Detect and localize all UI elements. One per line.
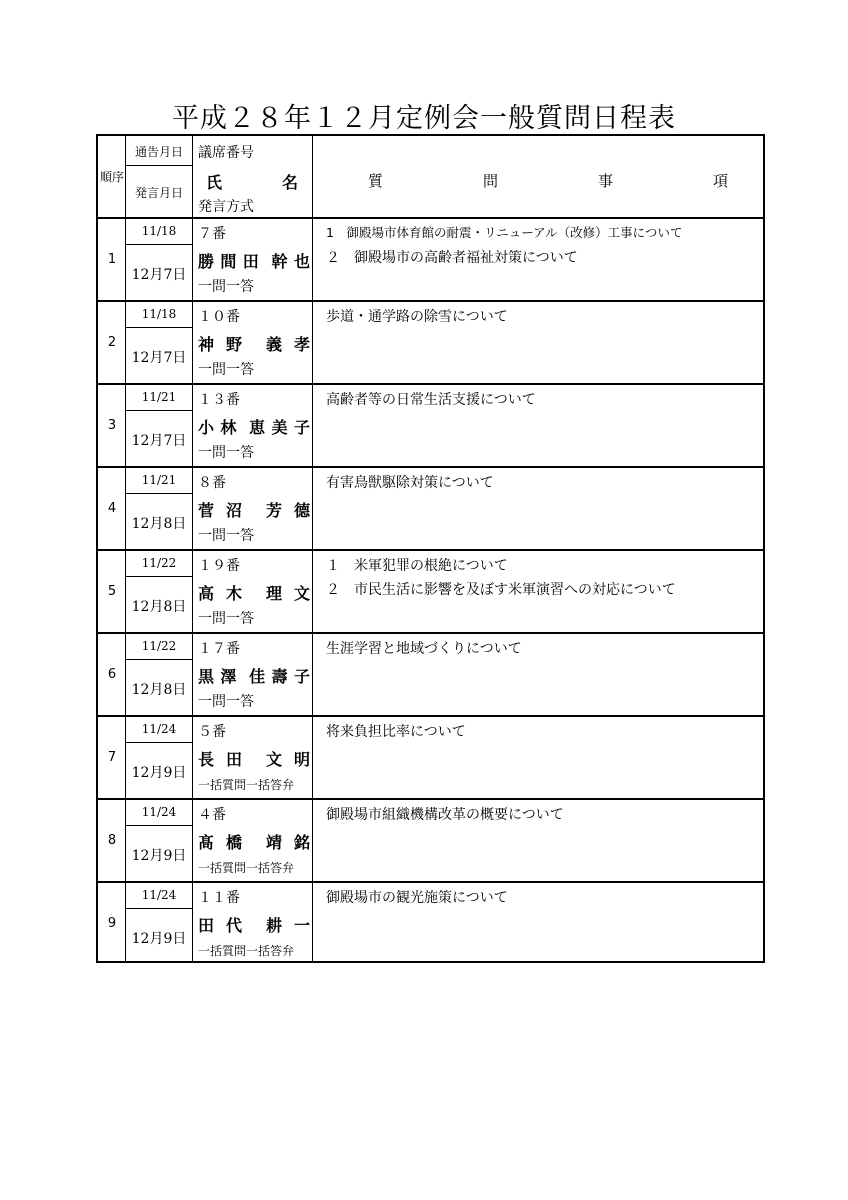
notice-date: 11/18	[141, 307, 177, 321]
row-number: 9	[107, 916, 117, 931]
header-notice-date: 通告月日	[134, 145, 183, 159]
seat-number: １０番	[198, 309, 240, 325]
member-name-char: 田	[226, 750, 243, 769]
row-number: 3	[107, 418, 117, 433]
notice-date: 11/24	[141, 888, 177, 902]
speech-date: 12月7日	[131, 433, 187, 449]
table-row	[98, 634, 763, 717]
row-number: 2	[107, 335, 117, 350]
member-name-char: 義	[265, 335, 282, 354]
seat-number: ７番	[198, 226, 226, 242]
member-name	[198, 332, 310, 355]
table-row	[98, 883, 763, 963]
question-item: ２ 御殿場市の高齢者福祉対策について	[326, 250, 578, 266]
notice-date: 11/22	[141, 639, 177, 653]
speech-date: 12月8日	[131, 682, 187, 698]
header-question	[368, 170, 728, 191]
seat-number: ５番	[198, 724, 226, 740]
member-name-char: 一	[293, 916, 310, 935]
header-name	[206, 170, 298, 193]
member-name-char: 間	[220, 252, 237, 271]
speech-method: 一括質問一括答弁	[198, 944, 295, 958]
member-name-char: 田	[242, 252, 259, 271]
member-name-char: 高	[198, 584, 215, 603]
member-name-char: 野	[226, 335, 243, 354]
notice-date: 11/21	[141, 473, 177, 487]
row-number: 5	[107, 584, 117, 599]
speech-method: 一問一答	[198, 528, 254, 544]
speech-date: 12月9日	[131, 931, 187, 947]
member-name-char: 耕	[265, 916, 282, 935]
member-name-char: 田	[198, 916, 215, 935]
member-name-char: 文	[293, 584, 310, 603]
member-name-char: 黒	[198, 667, 215, 686]
seat-number: ８番	[198, 475, 226, 491]
member-name-char: 也	[293, 252, 310, 271]
speech-method: 一問一答	[198, 611, 254, 627]
question-item: 高齢者等の日常生活支援について	[326, 392, 536, 408]
member-name-char: 幹	[271, 252, 288, 271]
header-name-char: 名	[281, 173, 298, 192]
member-name-char: 代	[226, 916, 243, 935]
speech-date: 12月9日	[131, 765, 187, 781]
notice-date: 11/21	[141, 390, 177, 404]
member-name-char: 勝	[198, 252, 215, 271]
member-name-char: 美	[271, 418, 288, 437]
seat-number: １９番	[198, 558, 240, 574]
member-name-char: 靖	[265, 833, 282, 852]
header-question-char: 問	[482, 172, 498, 190]
member-name-char: 林	[220, 418, 237, 437]
table-header	[98, 136, 763, 219]
member-name	[198, 664, 310, 687]
speech-method: 一括質問一括答弁	[198, 778, 295, 792]
seat-number: １３番	[198, 392, 240, 408]
member-name-char: 神	[198, 335, 215, 354]
table-row	[98, 302, 763, 385]
member-name	[198, 581, 310, 604]
member-name-char: 文	[265, 750, 282, 769]
question-item: 生涯学習と地域づくりについて	[326, 641, 522, 657]
table-row	[98, 800, 763, 883]
table-row	[98, 219, 763, 302]
question-item: 有害鳥獣駆除対策について	[326, 475, 494, 491]
question-item: 1 御殿場市体育館の耐震・リニューアル（改修）工事について	[326, 225, 683, 240]
question-item: 御殿場市の観光施策について	[326, 890, 508, 906]
header-method: 発言方式	[198, 199, 254, 215]
notice-date: 11/24	[141, 722, 177, 736]
member-name	[198, 415, 310, 438]
speech-date: 12月7日	[131, 350, 187, 366]
member-name-char: 髙	[198, 833, 215, 852]
speech-method: 一問一答	[198, 362, 254, 378]
notice-date: 11/24	[141, 805, 177, 819]
member-name-char: 芳	[265, 501, 282, 520]
speech-date: 12月7日	[131, 267, 187, 283]
header-question-char: 事	[597, 172, 613, 190]
page-title: 平成２８年１２月定例会一般質問日程表	[172, 103, 676, 134]
question-item: 歩道・通学路の除雪について	[326, 309, 508, 325]
member-name-char: 德	[293, 501, 310, 520]
notice-date: 11/18	[141, 224, 177, 238]
header-question-char: 質	[368, 172, 384, 190]
header-name-char: 氏	[206, 173, 223, 192]
member-name	[198, 498, 310, 521]
row-number: 6	[107, 667, 117, 682]
table-row	[98, 551, 763, 634]
member-name-char: 理	[265, 584, 282, 603]
member-name-char: 小	[198, 418, 215, 437]
notice-date: 11/22	[141, 556, 177, 570]
member-name-char: 佳	[249, 667, 266, 686]
member-name-char: 銘	[293, 833, 310, 852]
speech-method: 一問一答	[198, 279, 254, 295]
question-item: 将来負担比率について	[326, 724, 466, 740]
seat-number: ４番	[198, 807, 226, 823]
member-name-char: 沼	[226, 501, 243, 520]
speech-date: 12月8日	[131, 599, 187, 615]
row-number: 8	[107, 833, 117, 848]
member-name-char: 明	[293, 750, 310, 769]
member-name-char: 恵	[249, 418, 266, 437]
header-seat-number: 議席番号	[198, 145, 254, 161]
header-question-char: 項	[712, 172, 728, 190]
member-name-char: 橋	[226, 833, 243, 852]
member-name-char: 子	[293, 667, 310, 686]
member-name-char: 子	[293, 418, 310, 437]
member-name-char: 孝	[293, 335, 310, 354]
row-number: 4	[107, 501, 117, 516]
question-item: １ 米軍犯罪の根絶について	[326, 558, 508, 574]
member-name-char: 木	[226, 584, 243, 603]
member-name-char: 壽	[271, 667, 288, 686]
member-name-char: 長	[198, 750, 215, 769]
speech-method: 一括質問一括答弁	[198, 861, 295, 875]
member-name	[198, 747, 310, 770]
speech-method: 一問一答	[198, 445, 254, 461]
question-item: ２ 市民生活に影響を及ぼす米軍演習への対応について	[326, 582, 676, 598]
member-name	[198, 913, 310, 936]
question-item: 御殿場市組織機構改革の概要について	[326, 807, 564, 823]
member-name	[198, 830, 310, 853]
schedule-table	[96, 134, 765, 963]
header-speech-date: 発言月日	[134, 186, 183, 200]
speech-method: 一問一答	[198, 694, 254, 710]
member-name	[198, 249, 310, 272]
member-name-char: 菅	[198, 501, 215, 520]
speech-date: 12月9日	[131, 848, 187, 864]
seat-number: １１番	[198, 890, 240, 906]
table-row	[98, 468, 763, 551]
row-number: 1	[107, 252, 117, 267]
table-row	[98, 717, 763, 800]
table-row	[98, 385, 763, 468]
seat-number: １７番	[198, 641, 240, 657]
member-name-char: 澤	[220, 667, 237, 686]
row-number: 7	[107, 750, 117, 765]
speech-date: 12月8日	[131, 516, 187, 532]
header-order: 順序	[99, 170, 124, 184]
